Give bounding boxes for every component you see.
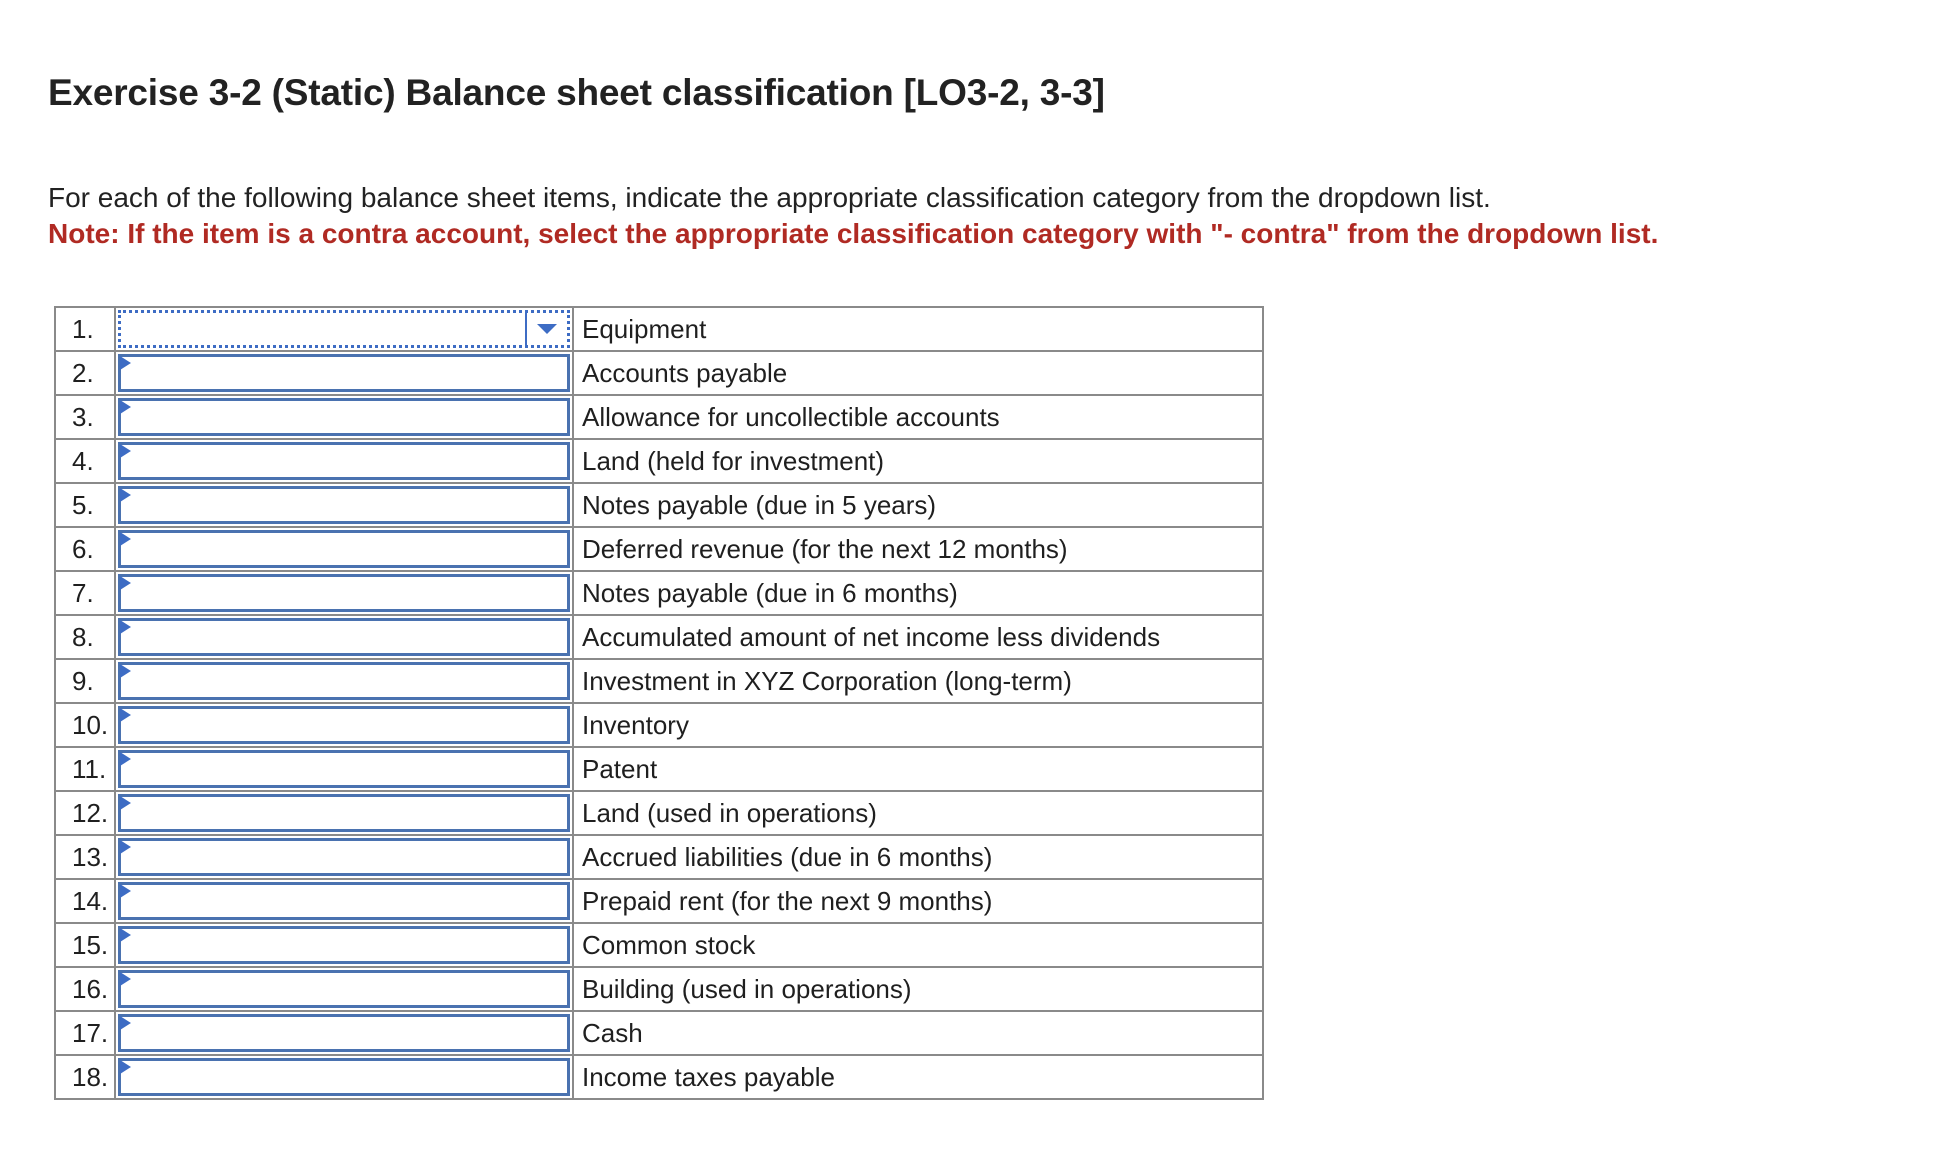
classification-cell xyxy=(115,1055,573,1099)
classification-dropdown[interactable] xyxy=(118,794,570,832)
balance-sheet-item: Land (used in operations) xyxy=(573,791,1263,835)
classification-cell xyxy=(115,307,573,351)
exercise-title: Exercise 3-2 (Static) Balance sheet classification [LO3-2, 3-3] xyxy=(48,72,1105,113)
classification-cell xyxy=(115,395,573,439)
classification-dropdown[interactable] xyxy=(118,530,570,568)
classification-dropdown[interactable] xyxy=(118,926,570,964)
classification-dropdown[interactable] xyxy=(118,574,570,612)
balance-sheet-item: Notes payable (due in 5 years) xyxy=(573,483,1263,527)
balance-sheet-item: Accounts payable xyxy=(573,351,1263,395)
table-row xyxy=(55,1055,1263,1099)
balance-sheet-item: Land (held for investment) xyxy=(573,439,1263,483)
balance-sheet-item: Prepaid rent (for the next 9 months) xyxy=(573,879,1263,923)
table-row xyxy=(55,703,1263,747)
table-row xyxy=(55,923,1263,967)
classification-cell xyxy=(115,439,573,483)
triangle-marker-icon xyxy=(120,796,131,810)
triangle-marker-icon xyxy=(120,620,131,634)
classification-dropdown[interactable] xyxy=(118,662,570,700)
table-row xyxy=(55,307,1263,351)
balance-sheet-item: Inventory xyxy=(573,703,1263,747)
classification-cell xyxy=(115,483,573,527)
triangle-marker-icon xyxy=(120,400,131,414)
balance-sheet-item: Income taxes payable xyxy=(573,1055,1263,1099)
classification-dropdown[interactable] xyxy=(118,442,570,480)
table-row xyxy=(55,483,1263,527)
row-number: 6. xyxy=(55,527,115,571)
triangle-marker-icon xyxy=(120,1060,131,1074)
triangle-marker-icon xyxy=(120,884,131,898)
classification-dropdown[interactable] xyxy=(118,838,570,876)
classification-cell xyxy=(115,659,573,703)
row-number: 16. xyxy=(55,967,115,1011)
triangle-marker-icon xyxy=(120,356,131,370)
table-row xyxy=(55,351,1263,395)
table-row xyxy=(55,571,1263,615)
row-number: 9. xyxy=(55,659,115,703)
classification-cell xyxy=(115,527,573,571)
balance-sheet-item: Common stock xyxy=(573,923,1263,967)
classification-cell xyxy=(115,615,573,659)
row-number: 3. xyxy=(55,395,115,439)
classification-cell xyxy=(115,351,573,395)
balance-sheet-item: Cash xyxy=(573,1011,1263,1055)
classification-dropdown[interactable] xyxy=(118,706,570,744)
triangle-marker-icon xyxy=(120,488,131,502)
classification-cell xyxy=(115,791,573,835)
balance-sheet-item: Equipment xyxy=(573,307,1263,351)
row-number: 18. xyxy=(55,1055,115,1099)
balance-sheet-item: Accumulated amount of net income less dividends xyxy=(573,615,1263,659)
row-number: 8. xyxy=(55,615,115,659)
row-number: 7. xyxy=(55,571,115,615)
classification-dropdown[interactable] xyxy=(118,486,570,524)
classification-cell xyxy=(115,703,573,747)
row-number: 14. xyxy=(55,879,115,923)
classification-cell xyxy=(115,1011,573,1055)
classification-dropdown[interactable] xyxy=(118,354,570,392)
triangle-marker-icon xyxy=(120,840,131,854)
table-row xyxy=(55,791,1263,835)
row-number: 12. xyxy=(55,791,115,835)
triangle-marker-icon xyxy=(120,664,131,678)
instruction-text: For each of the following balance sheet items, indicate the appropriate classification category from the dropdown list. xyxy=(48,182,1491,213)
table-row xyxy=(55,615,1263,659)
classification-dropdown[interactable] xyxy=(118,618,570,656)
row-number: 10. xyxy=(55,703,115,747)
table-row xyxy=(55,747,1263,791)
classification-dropdown[interactable] xyxy=(118,310,570,348)
triangle-marker-icon xyxy=(120,576,131,590)
classification-cell xyxy=(115,571,573,615)
chevron-down-icon[interactable] xyxy=(525,313,567,345)
classification-dropdown[interactable] xyxy=(118,970,570,1008)
table-row xyxy=(55,439,1263,483)
row-number: 4. xyxy=(55,439,115,483)
row-number: 11. xyxy=(55,747,115,791)
balance-sheet-item: Patent xyxy=(573,747,1263,791)
table-row xyxy=(55,835,1263,879)
classification-dropdown[interactable] xyxy=(118,1058,570,1096)
balance-sheet-item: Notes payable (due in 6 months) xyxy=(573,571,1263,615)
balance-sheet-item: Allowance for uncollectible accounts xyxy=(573,395,1263,439)
triangle-marker-icon xyxy=(120,532,131,546)
table-body xyxy=(55,307,1263,1099)
row-number: 5. xyxy=(55,483,115,527)
classification-table xyxy=(54,306,1264,1100)
classification-dropdown[interactable] xyxy=(118,398,570,436)
triangle-marker-icon xyxy=(120,444,131,458)
row-number: 2. xyxy=(55,351,115,395)
classification-cell xyxy=(115,879,573,923)
row-number: 15. xyxy=(55,923,115,967)
table-row xyxy=(55,527,1263,571)
classification-dropdown[interactable] xyxy=(118,750,570,788)
note-text: Note: If the item is a contra account, select the appropriate classification category with "- contra" from the dropdown list. xyxy=(48,218,1659,249)
balance-sheet-item: Deferred revenue (for the next 12 months) xyxy=(573,527,1263,571)
table-row xyxy=(55,659,1263,703)
row-number: 17. xyxy=(55,1011,115,1055)
balance-sheet-item: Investment in XYZ Corporation (long-term) xyxy=(573,659,1263,703)
classification-cell xyxy=(115,747,573,791)
row-number: 13. xyxy=(55,835,115,879)
table-row xyxy=(55,1011,1263,1055)
table-row xyxy=(55,395,1263,439)
classification-dropdown[interactable] xyxy=(118,882,570,920)
triangle-marker-icon xyxy=(120,1016,131,1030)
table-row xyxy=(55,879,1263,923)
classification-cell xyxy=(115,835,573,879)
triangle-marker-icon xyxy=(120,708,131,722)
balance-sheet-item: Building (used in operations) xyxy=(573,967,1263,1011)
classification-cell xyxy=(115,967,573,1011)
classification-dropdown[interactable] xyxy=(118,1014,570,1052)
table-row xyxy=(55,967,1263,1011)
triangle-marker-icon xyxy=(120,972,131,986)
triangle-marker-icon xyxy=(120,928,131,942)
row-number: 1. xyxy=(55,307,115,351)
classification-cell xyxy=(115,923,573,967)
instructions xyxy=(48,180,1658,252)
triangle-marker-icon xyxy=(120,752,131,766)
balance-sheet-item: Accrued liabilities (due in 6 months) xyxy=(573,835,1263,879)
